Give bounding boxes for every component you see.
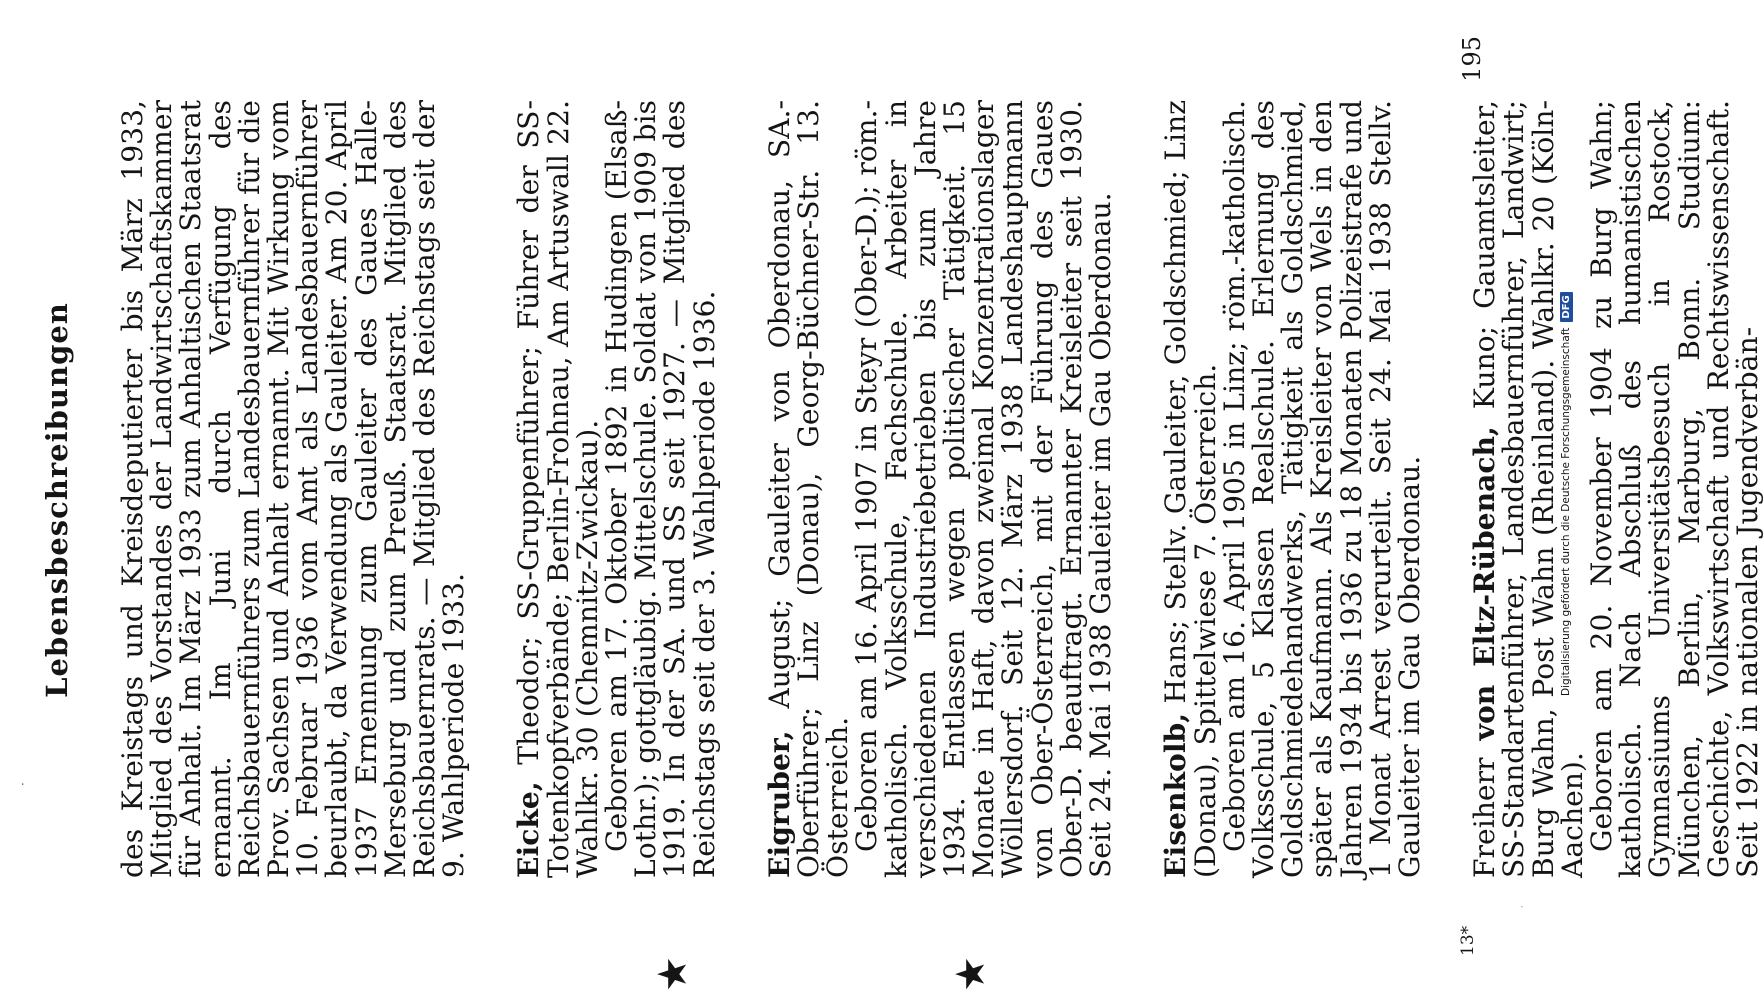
entry-eicke-bio: Geboren am 17. Oktober 1892 in Hudingen (Elsaß-Lothr.); gottgläubig. Mittelschule. Soldat von 1909 bis 1919. In der SA. und SS seit 1927. — Mitglied des Reichstags seit der 3. Wahlperiode 1936.	[600, 100, 721, 878]
credit-text: Digitalisierung gefördert durch die Deutsche Forschungsgemeinschaft	[1560, 327, 1572, 696]
scan-speck: ·	[16, 782, 30, 786]
entry-separator	[1115, 100, 1161, 878]
printer-signature-mark: 13*	[1458, 925, 1478, 956]
page-number: 195	[1458, 36, 1486, 82]
digitization-credit	[1555, 6, 1577, 696]
entry-eltz-name: von Eltz-Rübenach,	[1468, 426, 1502, 741]
entry-separator	[719, 100, 765, 878]
running-head: Lebensbeschreibungen	[40, 302, 74, 698]
entry-eicke-details: Theodor; SS-Gruppenführer; Führer der SS-Totenkopfverbände; Berlin-Frohnau, Am Artuswall 22. Wahlkr. 30 (Chemnitz-Zwickau).	[512, 100, 604, 878]
entry-eisenkolb-name: Eisenkolb,	[1159, 712, 1193, 878]
entry-separator	[1424, 100, 1470, 878]
scan-speck: ·	[1518, 905, 1527, 908]
entry-eisenkolb-header	[1159, 99, 1222, 878]
dfg-logo: DFG	[1560, 292, 1573, 321]
entry-eltz-prefix: Freiherr	[1468, 757, 1502, 878]
continuation-paragraph: des Kreistags und Kreisdeputierter bis März 1933, Mitglied des Vorstandes der Landwirtschaftskammer für Anhalt. Im März 1933 zum Anhaltischen Staatsrat ernannt. Im Juni durch Verfügung des Reichsbauernführers zum Landesbauernführer für die Prov. Sachsen und Anhalt ernannt. Mit Wirkung vom 10. Februar 1936 vom Amt als Landesbauernführer beurlaubt, da Verwendung als Gauleiter. Am 20. April 1937 Ernennung zum Gauleiter des Gaues Halle-Merseburg und zum Preuß. Staatsrat. Mitglied des Reichsbauernrats. — Mitglied des Reichstags seit der 9. Wahlperiode 1933.	[116, 100, 471, 878]
entry-eigruber-bio: Geboren am 16. April 1907 in Steyr (Ober-D.); röm.-katholisch. Volksschule, Fachschule. Arbeiter in verschiedenen Industriebetrieben bis zum Jahre 1934. Entlassen wegen politischer Tätigkeit. 15 Monate in Haft, davon zweimal Konzentrationslager Wöllersdorf. Seit 12. März 1938 Landeshauptmann von Ober-Österreich, mit der Führung des Gaues Ober-D. beauftragt. Ernannter Kreisleiter seit 1930. Seit 24. Mai 1938 Gauleiter im Gau Oberdonau.	[850, 100, 1118, 878]
entry-eicke-header	[514, 100, 602, 878]
entry-eisenkolb-bio: Geboren am 16. April 1905 in Linz; röm.-katholisch. Volksschule, 5 Klassen Realschule. Erlernung des Goldschmiedehandwerks, Tätigkeit als Goldschmied, später als Kaufmann. Als Kreisleiter von Wels in den Jahren 1934 bis 1936 zu 18 Monaten Polizeistrafe und 1 Monat Arrest verurteilt. Seit 24. Mai 1938 Stellv. Gauleiter im Gau Oberdonau.	[1217, 100, 1426, 878]
digitization-credit-text-row	[1555, 6, 1577, 696]
entry-eigruber-details: August; Gauleiter von Oberdonau, SA.-Oberführer; Linz (Donau), Georg-Büchner-Str. 13. Österreich.	[762, 100, 855, 878]
entry-eicke-name: Eicke,	[512, 781, 546, 878]
entry-eltz-bio: Geboren am 20. November 1904 zu Burg Wahn; katholisch. Nach Abschluß des humanistischen Gymnasiums Universitätsbesuch in Rostock, München, Berlin, Marburg, Bonn. Studium: Geschichte, Volkswirtschaft und Rechtswissenschaft. Seit 1922 in nationalen Jugendverbän-	[1584, 100, 1764, 878]
entry-eigruber-header	[762, 100, 855, 878]
entry-eisenkolb-details: Hans; Stellv. Gauleiter, Goldschmied; Linz (Donau), Spittelwiese 7. Österreich.	[1159, 99, 1222, 878]
entry-eltz-details: Kuno; Gauamtsleiter, SS-Standartenführer, Landesbauernführer, Landwirt; Burg Wahn, Post Wahn (Rheinland). Wahlkr. 20 (Köln-Aachen).	[1468, 100, 1589, 878]
star-marker-eisenkolb: ★	[948, 956, 994, 992]
biography-column	[118, 100, 1762, 878]
star-marker-eigruber: ★	[650, 956, 696, 992]
entry-eigruber-name: Eigruber,	[762, 730, 796, 878]
entry-separator	[468, 100, 514, 878]
